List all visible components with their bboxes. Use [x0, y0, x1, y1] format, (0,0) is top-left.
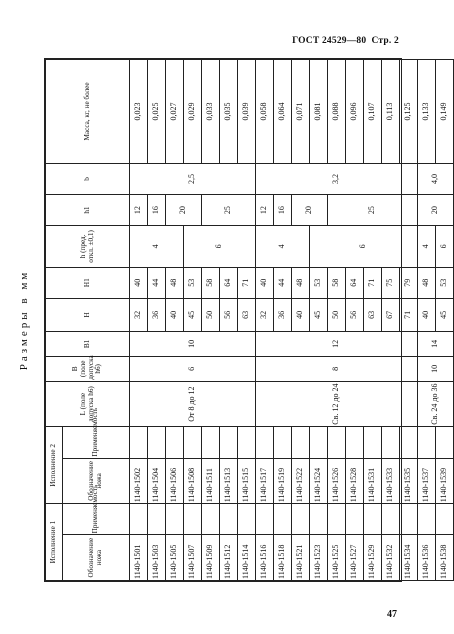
H-cell: 50: [328, 298, 346, 331]
H-cell: 63: [364, 298, 382, 331]
mass-cell: 0,088: [328, 60, 346, 164]
col-H-header: H: [46, 298, 130, 331]
designation-cell: 1140-1529: [364, 535, 382, 581]
H-cell: 45: [310, 298, 328, 331]
designation-cell: 1140-1539: [436, 458, 454, 504]
H1-cell: 48: [166, 267, 184, 298]
designation-cell: 1140-1511: [202, 458, 220, 504]
h1-cell: 12: [130, 195, 148, 226]
B-cell: 10: [418, 356, 454, 381]
h-cell: 4: [256, 226, 310, 268]
h1-cell: 20: [292, 195, 328, 226]
col-designation-2-header: Обозначение ножа: [63, 458, 130, 504]
mass-cell: 0,071: [292, 60, 310, 164]
col-applicability-1-header: Применяемость: [63, 504, 130, 535]
table-row: [274, 60, 292, 581]
table-row: [166, 60, 184, 581]
H-cell: 45: [184, 298, 202, 331]
mass-cell: 0,033: [202, 60, 220, 164]
mass-cell: 0,064: [274, 60, 292, 164]
H1-cell: 64: [346, 267, 364, 298]
table-row: [148, 60, 166, 581]
H1-cell: 48: [418, 267, 436, 298]
designation-cell: 1140-1503: [148, 535, 166, 581]
group2-header: Исполнение 2: [46, 427, 63, 504]
L-cell: Св. 24 до 36: [418, 381, 454, 427]
designation-cell: 1140-1516: [256, 535, 274, 581]
H1-cell: 44: [148, 267, 166, 298]
H1-cell: 71: [364, 267, 382, 298]
H1-cell: 53: [436, 267, 454, 298]
col-b-header: b: [46, 163, 130, 194]
designation-cell: 1140-1521: [292, 535, 310, 581]
designation-cell: 1140-1523: [310, 535, 328, 581]
h-cell: 6: [184, 226, 256, 268]
h1-cell: 12: [256, 195, 274, 226]
mass-cell: 0,081: [310, 60, 328, 164]
table-row: [328, 60, 346, 581]
b-cell: 2,5: [130, 163, 256, 194]
B1-cell: 12: [256, 331, 418, 356]
designation-cell: 1140-1509: [202, 535, 220, 581]
designation-cell: 1140-1502: [130, 458, 148, 504]
table-row: [256, 60, 274, 581]
h-cell: 6: [436, 226, 454, 268]
table-row: [310, 60, 328, 581]
H-cell: 63: [238, 298, 256, 331]
col-B1-header: B1: [46, 331, 130, 356]
B1-cell: 14: [418, 331, 454, 356]
designation-cell: 1140-1537: [418, 458, 436, 504]
mass-cell: 0,113: [382, 60, 400, 164]
B1-cell: 10: [130, 331, 256, 356]
mass-cell: 0,058: [256, 60, 274, 164]
H1-cell: 71: [238, 267, 256, 298]
H1-cell: 40: [256, 267, 274, 298]
designation-cell: 1140-1524: [310, 458, 328, 504]
page-number: 47: [387, 609, 397, 620]
designation-cell: 1140-1518: [274, 535, 292, 581]
group1-header: Исполнение 1: [46, 504, 63, 581]
mass-cell: 0,023: [130, 60, 148, 164]
designation-cell: 1140-1514: [238, 535, 256, 581]
col-h1-header: h1: [46, 195, 130, 226]
mass-cell: 0,107: [364, 60, 382, 164]
designation-cell: 1140-1535: [400, 458, 418, 504]
table-row: [346, 60, 364, 581]
designation-cell: 1140-1505: [166, 535, 184, 581]
H-cell: 71: [400, 298, 418, 331]
table-row: [400, 60, 418, 581]
table-row: [238, 60, 256, 581]
designation-cell: 1140-1532: [382, 535, 400, 581]
H1-cell: 58: [328, 267, 346, 298]
h-cell: 4: [418, 226, 436, 268]
H-cell: 36: [274, 298, 292, 331]
H1-cell: 40: [130, 267, 148, 298]
table-row: [292, 60, 310, 581]
H1-cell: 58: [202, 267, 220, 298]
table-row: [418, 60, 436, 581]
H-cell: 67: [382, 298, 400, 331]
H-cell: 40: [292, 298, 310, 331]
designation-cell: 1140-1525: [328, 535, 346, 581]
H-cell: 56: [220, 298, 238, 331]
designation-cell: 1140-1531: [364, 458, 382, 504]
H-cell: 45: [436, 298, 454, 331]
L-cell: От 8 до 12: [130, 381, 256, 427]
b-cell: 3,2: [256, 163, 418, 194]
designation-cell: 1140-1512: [220, 535, 238, 581]
page-header: [292, 36, 399, 46]
h1-cell: 25: [328, 195, 418, 226]
designation-cell: 1140-1504: [148, 458, 166, 504]
h1-cell: 16: [274, 195, 292, 226]
table-row: [364, 60, 382, 581]
h1-cell: 20: [166, 195, 202, 226]
designation-cell: 1140-1526: [328, 458, 346, 504]
H1-cell: 75: [382, 267, 400, 298]
rotated-table-block: [16, 58, 449, 582]
H1-cell: 48: [292, 267, 310, 298]
table-row: [202, 60, 220, 581]
H-cell: 36: [148, 298, 166, 331]
table-row: [436, 60, 454, 581]
designation-cell: 1140-1538: [436, 535, 454, 581]
mass-cell: 0,096: [346, 60, 364, 164]
dimensions-table: [45, 59, 454, 581]
standard-number: ГОСТ 24529—80: [292, 36, 367, 46]
H1-cell: 44: [274, 267, 292, 298]
mass-cell: 0,125: [400, 60, 418, 164]
b-cell: 4,0: [418, 163, 454, 194]
col-mass-header: Масса, кг, не более: [46, 60, 130, 164]
col-L-header: L (поле допуска h6): [46, 381, 130, 427]
H1-cell: 79: [400, 267, 418, 298]
designation-cell: 1140-1513: [220, 458, 238, 504]
designation-cell: 1140-1533: [382, 458, 400, 504]
designation-cell: 1140-1508: [184, 458, 202, 504]
table-row: [184, 60, 202, 581]
mass-cell: 0,029: [184, 60, 202, 164]
mass-cell: 0,133: [418, 60, 436, 164]
h-cell: 4: [130, 226, 184, 268]
B-cell: 8: [256, 356, 418, 381]
h1-cell: 25: [202, 195, 256, 226]
B-cell: 6: [130, 356, 256, 381]
h-cell: 6: [310, 226, 418, 268]
designation-cell: 1140-1527: [346, 535, 364, 581]
table-caption: Размеры в мм: [18, 269, 30, 371]
designation-cell: 1140-1536: [418, 535, 436, 581]
mass-cell: 0,149: [436, 60, 454, 164]
designation-cell: 1140-1528: [346, 458, 364, 504]
col-H1-header: H1: [46, 267, 130, 298]
designation-cell: 1140-1515: [238, 458, 256, 504]
dimensions-table-frame: [44, 58, 449, 582]
mass-cell: 0,035: [220, 60, 238, 164]
mass-cell: 0,025: [148, 60, 166, 164]
designation-cell: 1140-1507: [184, 535, 202, 581]
table-row: [130, 60, 148, 581]
H-cell: 32: [130, 298, 148, 331]
H1-cell: 53: [184, 267, 202, 298]
col-applicability-2-header: Применяемость: [63, 427, 130, 458]
col-h-header: h (пред. откл. ±0,1): [46, 226, 130, 268]
col-B-header: B (поле допуска h6): [46, 356, 130, 381]
table-row: [220, 60, 238, 581]
designation-cell: 1140-1506: [166, 458, 184, 504]
H-cell: 56: [346, 298, 364, 331]
H1-cell: 53: [310, 267, 328, 298]
h1-cell: 20: [418, 195, 454, 226]
designation-cell: 1140-1534: [400, 535, 418, 581]
col-designation-1-header: Обозначение ножа: [63, 535, 130, 581]
designation-cell: 1140-1517: [256, 458, 274, 504]
designation-cell: 1140-1501: [130, 535, 148, 581]
h1-cell: 16: [148, 195, 166, 226]
mass-cell: 0,039: [238, 60, 256, 164]
table-row: [382, 60, 400, 581]
mass-cell: 0,027: [166, 60, 184, 164]
designation-cell: 1140-1522: [292, 458, 310, 504]
designation-cell: 1140-1519: [274, 458, 292, 504]
H-cell: 40: [418, 298, 436, 331]
H1-cell: 64: [220, 267, 238, 298]
H-cell: 32: [256, 298, 274, 331]
H-cell: 40: [166, 298, 184, 331]
L-cell: Св. 12 до 24: [256, 381, 418, 427]
H-cell: 50: [202, 298, 220, 331]
page-label: Стр. 2: [371, 36, 399, 46]
